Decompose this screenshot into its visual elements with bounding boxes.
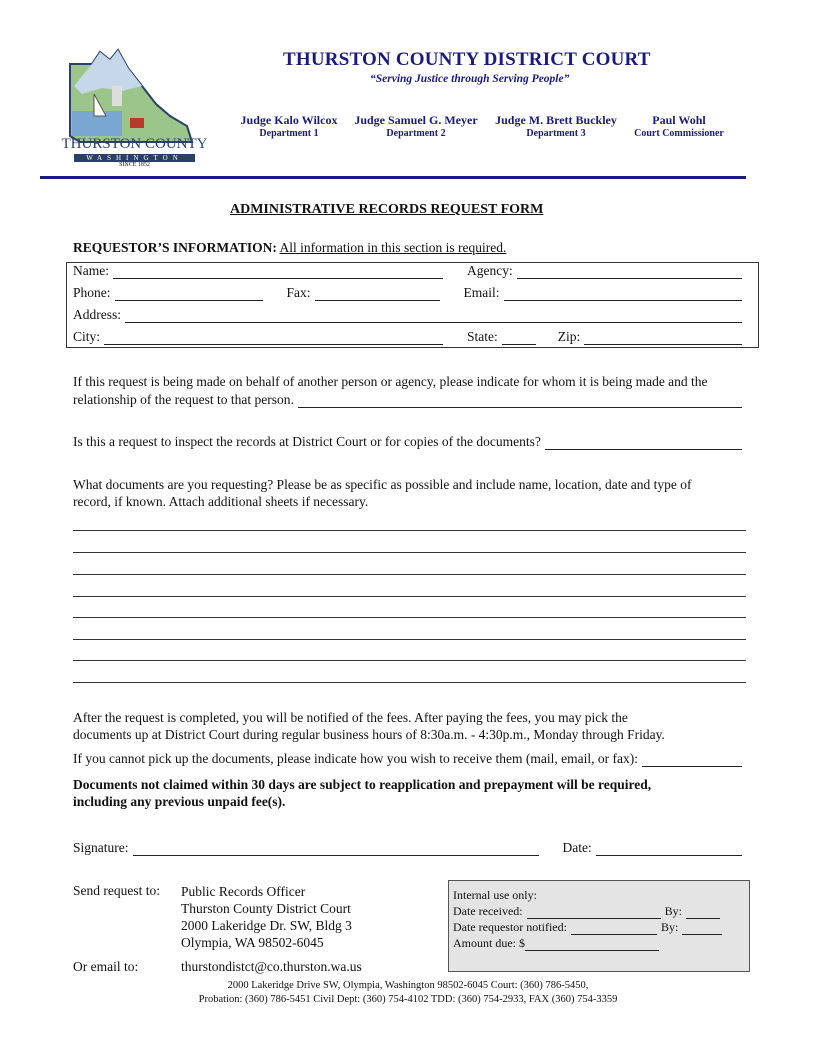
notified-by-field[interactable]	[682, 923, 722, 935]
amount-label: Amount due: $	[453, 936, 525, 950]
requestor-heading-label: REQUESTOR’S INFORMATION:	[73, 240, 277, 255]
email-to-label: Or email to:	[73, 959, 139, 974]
inspect-row	[73, 434, 746, 450]
signature-label: Signature:	[73, 840, 129, 855]
receive-field[interactable]	[642, 755, 742, 767]
official-1	[234, 113, 344, 139]
court-name: THURSTON COUNTY DISTRICT COURT	[283, 49, 651, 70]
signature-row	[73, 840, 746, 856]
amount-row	[453, 935, 745, 951]
address-field[interactable]	[125, 311, 742, 323]
inspect-field[interactable]	[545, 438, 742, 450]
name-agency-row	[73, 263, 746, 279]
documents-question-line2: record, if known. Attach additional sheets if necessary.	[73, 494, 369, 509]
received-field[interactable]	[527, 907, 661, 919]
official-role: Department 2	[386, 128, 446, 139]
phone-label: Phone:	[73, 285, 111, 300]
requestor-heading	[73, 240, 506, 256]
agency-label: Agency:	[467, 263, 513, 278]
behalf-field[interactable]	[298, 396, 742, 408]
official-2	[348, 113, 484, 139]
receive-question: If you cannot pick up the documents, please indicate how you wish to receive them (mail, email, or fax):	[73, 751, 638, 766]
fees-text-line2: documents up at District Court during regular business hours of 8:30a.m. - 4:30p.m., Monday through Friday.	[73, 727, 665, 742]
documents-line[interactable]	[73, 639, 746, 640]
logo-county-name: THURSTON COUNTY	[61, 136, 208, 152]
date-field[interactable]	[596, 844, 742, 856]
amount-field[interactable]	[525, 939, 659, 951]
fees-text-line1: After the request is completed, you will be notified of the fees. After paying the fees, you may pick the	[73, 710, 628, 725]
requestor-note: All information in this section is required.	[279, 240, 507, 255]
by-label: By:	[664, 904, 682, 918]
inspect-question: Is this a request to inspect the records at District Court or for copies of the documents?	[73, 434, 541, 449]
zip-field[interactable]	[584, 333, 742, 345]
zip-label: Zip:	[557, 329, 581, 344]
official-name: Paul Wohl	[652, 113, 706, 127]
agency-field[interactable]	[517, 267, 742, 279]
address-line: Public Records Officer	[181, 884, 306, 899]
documents-line[interactable]	[73, 574, 746, 575]
city-label: City:	[73, 329, 101, 344]
notified-row	[453, 919, 745, 935]
address-line: Olympia, WA 98502-6045	[181, 935, 324, 950]
documents-line[interactable]	[73, 596, 746, 597]
official-name: Judge M. Brett Buckley	[495, 113, 617, 127]
state-label: State:	[467, 329, 498, 344]
footer-line1: 2000 Lakeridge Drive SW, Olympia, Washington 98502-6045 Court: (360) 786-5450,	[227, 980, 589, 991]
address-line: Thurston County District Court	[181, 901, 351, 916]
official-role: Department 3	[526, 128, 586, 139]
date-label: Date:	[562, 840, 592, 855]
send-label: Send request to:	[73, 883, 160, 898]
county-logo	[52, 46, 217, 166]
state-field[interactable]	[502, 333, 536, 345]
official-role: Court Commissioner	[634, 128, 724, 139]
logo-state: WASHINGTON	[74, 154, 195, 162]
documents-line[interactable]	[73, 660, 746, 661]
behalf-row	[73, 392, 746, 408]
phone-fax-email-row	[73, 285, 746, 301]
email-label: Email:	[463, 285, 500, 300]
warning-line2: including any previous unpaid fee(s).	[73, 794, 286, 809]
header-divider	[40, 176, 746, 179]
county-map-illustration-icon	[52, 46, 217, 146]
behalf-question-line2: relationship of the request to that person.	[73, 392, 294, 407]
email-address[interactable]: thurstondistct@co.thurston.wa.us	[181, 959, 362, 974]
warning-line1: Documents not claimed within 30 days are subject to reapplication and prepayment will be required,	[73, 777, 652, 792]
documents-line[interactable]	[73, 530, 746, 531]
official-role: Department 1	[259, 128, 319, 139]
documents-line[interactable]	[73, 682, 746, 683]
by-label: By:	[660, 920, 679, 934]
received-by-field[interactable]	[686, 907, 720, 919]
official-name: Judge Kalo Wilcox	[240, 113, 338, 127]
address-line: 2000 Lakeridge Dr. SW, Bldg 3	[181, 918, 352, 933]
address-row	[73, 307, 746, 323]
address-label: Address:	[73, 307, 121, 322]
form-title: ADMINISTRATIVE RECORDS REQUEST FORM	[230, 202, 544, 217]
signature-field[interactable]	[133, 844, 539, 856]
internal-use-box	[448, 880, 750, 972]
official-4	[626, 113, 732, 139]
city-state-zip-row	[73, 329, 746, 345]
motto: “Serving Justice through Serving People”	[370, 73, 570, 85]
fax-field[interactable]	[315, 289, 440, 301]
phone-field[interactable]	[115, 289, 263, 301]
logo-since: SINCE 1852	[119, 162, 150, 168]
received-row	[453, 903, 745, 919]
behalf-question-line1: If this request is being made on behalf of another person or agency, please indicate for whom it is being made and the	[73, 374, 708, 389]
documents-line[interactable]	[73, 552, 746, 553]
documents-question-line1: What documents are you requesting? Please be as specific as possible and include name, location, date and type of	[73, 477, 692, 492]
receive-row	[73, 751, 746, 767]
send-address	[181, 883, 352, 951]
internal-title: Internal use only:	[453, 888, 537, 902]
notified-field[interactable]	[571, 923, 657, 935]
official-name: Judge Samuel G. Meyer	[354, 113, 478, 127]
email-field[interactable]	[504, 289, 742, 301]
official-3	[488, 113, 624, 139]
received-label: Date received:	[453, 904, 523, 918]
documents-line[interactable]	[73, 617, 746, 618]
name-label: Name:	[73, 263, 109, 278]
notified-label: Date requestor notified:	[453, 920, 567, 934]
fax-label: Fax:	[286, 285, 311, 300]
footer-line2: Probation: (360) 786-5451 Civil Dept: (360) 754-4102 TDD: (360) 754-2933, FAX (360) 754-3359	[198, 994, 618, 1005]
name-field[interactable]	[113, 267, 443, 279]
city-field[interactable]	[104, 333, 443, 345]
